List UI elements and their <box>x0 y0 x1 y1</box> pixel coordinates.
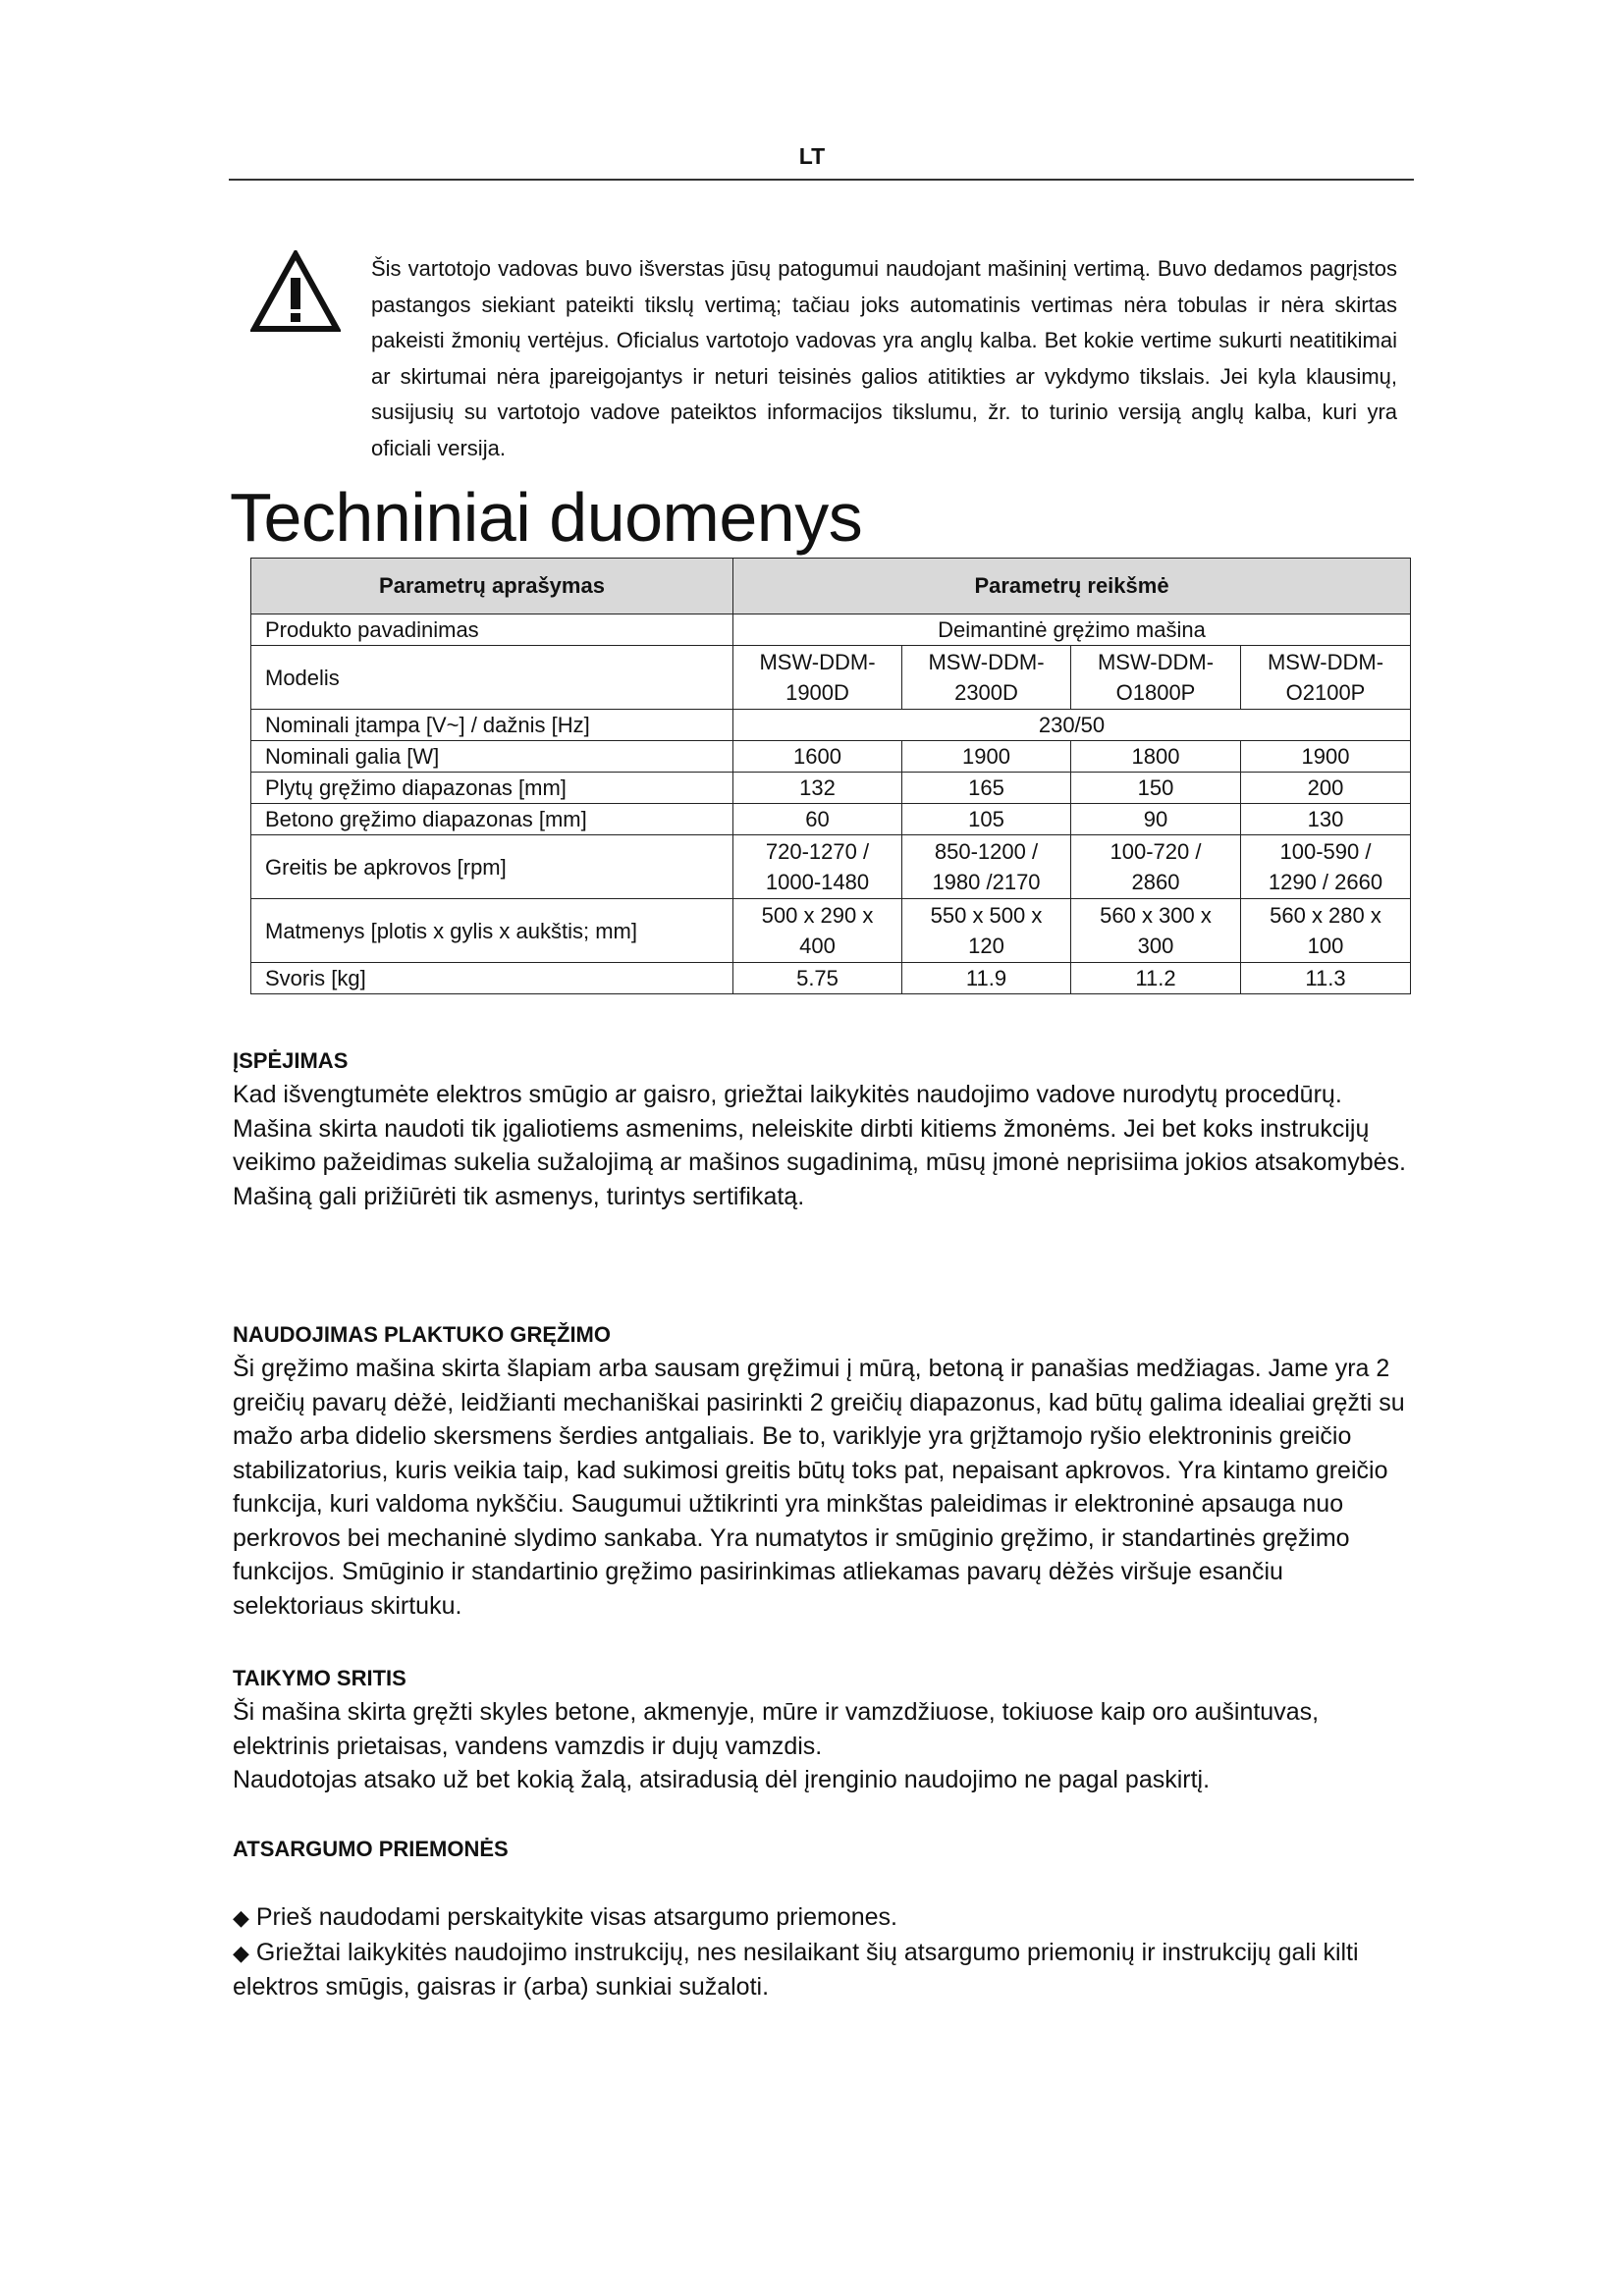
cell-line: 720-1270 / <box>765 839 870 864</box>
application-section <box>233 1662 1411 1797</box>
cell-line: 300 <box>1137 934 1174 958</box>
model-cell <box>1241 646 1411 710</box>
row-label: Greitis be apkrovos [rpm] <box>251 835 733 899</box>
speed-cell <box>733 835 902 899</box>
tile-range-cell: 200 <box>1241 773 1411 804</box>
speed-cell <box>902 835 1071 899</box>
usage-section <box>233 1318 1411 1623</box>
voltage-cell: 230/50 <box>733 710 1411 741</box>
list-item-text: Prieš naudodami perskaitykite visas atsargumo priemones. <box>255 1903 897 1931</box>
concrete-range-cell: 105 <box>902 804 1071 835</box>
concrete-range-cell: 90 <box>1071 804 1241 835</box>
power-cell: 1600 <box>733 741 902 773</box>
cell-line: 2860 <box>1131 870 1180 894</box>
paragraph: Naudotojas atsako už bet kokią žalą, atsiradusią dėl įrenginio naudojimo ne pagal paskirtį. <box>233 1766 1211 1793</box>
cell-line: 1980 /2170 <box>932 870 1041 894</box>
value-column-header: Parametrų reikšmė <box>733 559 1411 614</box>
dimensions-cell <box>1241 899 1411 963</box>
speed-cell <box>1071 835 1241 899</box>
paragraph: Ši mašina skirta gręžti skyles betone, akmenyje, mūre ir vamzdžiuose, tokiuose kaip oro aušintuvas, elektrinis prietaisas, vandens vamzdis ir dujų vamzdis. <box>233 1698 1320 1760</box>
cell-line: 850-1200 / <box>934 839 1039 864</box>
cell-line: MSW-DDM- <box>1097 650 1215 674</box>
dimensions-cell <box>733 899 902 963</box>
cell-line: 1000-1480 <box>765 870 870 894</box>
cell-line: MSW-DDM- <box>928 650 1045 674</box>
power-cell: 1900 <box>902 741 1071 773</box>
cell-line: 560 x 300 x <box>1100 903 1212 928</box>
safety-section <box>233 1833 1411 2004</box>
warning-section <box>233 1044 1411 1213</box>
warning-triangle-icon <box>250 250 341 333</box>
cell-line: 1290 / 2660 <box>1268 870 1383 894</box>
cell-line: O2100P <box>1285 680 1366 705</box>
cell-line: MSW-DDM- <box>759 650 876 674</box>
product-name-cell: Deimantinė grężimo mašina <box>733 614 1411 646</box>
tile-range-cell: 132 <box>733 773 902 804</box>
paragraph: Ši gręžimo mašina skirta šlapiam arba sausam gręžimui į mūrą, betoną ir panašias medžiagas. Jame yra 2 greičių pavarų dėžė, leidžianti mechaniškai pasirinkti 2 greičių diapazonus, kad būtų galima idealiai gręžti su mažo arba didelio skersmens šerdies antgaliais. Be to, variklyje yra grįžtamojo ryšio elektroninis greičio stabilizatorius, kuris veikia taip, kad sukimosi greitis būtų toks pat, nepaisant apkrovos. Yra kintamo greičio funkcija, kuri valdoma nykščiu. Saugumui užtikrinti yra minkštas paleidimas ir elektroninė apsauga nuo perkrovos bei mechaninė slydimo sankaba. Yra numatytos ir smūginio gręžimo, ir standartinės gręžimo funkcijos. Smūginio ir standartinio gręžimo pasirinkimas atliekamas pavarų dėžės viršuje esančiu selektoriaus skirtuku. <box>233 1355 1405 1620</box>
row-label: Modelis <box>251 646 733 710</box>
weight-cell: 11.2 <box>1071 963 1241 994</box>
table-row <box>251 804 1411 835</box>
table-row <box>251 741 1411 773</box>
concrete-range-cell: 60 <box>733 804 902 835</box>
dimensions-cell <box>1071 899 1241 963</box>
cell-line: 550 x 500 x <box>930 903 1043 928</box>
section-heading: NAUDOJIMAS PLAKTUKO GRĘŽIMO <box>233 1322 611 1347</box>
header-divider <box>229 179 1414 181</box>
list-item-text: Griežtai laikykitės naudojimo instrukcijų, nes nesilaikant šių atsargumo priemonių ir instrukcijų gali kilti elektros smūgis, gaisras ir (arba) sunkiai sužaloti. <box>233 1938 1359 2001</box>
tile-range-cell: 150 <box>1071 773 1241 804</box>
table-row <box>251 963 1411 994</box>
cell-line: 500 x 290 x <box>761 903 874 928</box>
power-cell: 1800 <box>1071 741 1241 773</box>
row-label: Produkto pavadinimas <box>251 614 733 646</box>
paragraph: Kad išvengtumėte elektros smūgio ar gaisro, griežtai laikykitės naudojimo vadove nurodytų procedūrų. <box>233 1081 1342 1108</box>
concrete-range-cell: 130 <box>1241 804 1411 835</box>
row-label: Plytų gręžimo diapazonas [mm] <box>251 773 733 804</box>
model-cell <box>1071 646 1241 710</box>
cell-line: 100 <box>1307 934 1344 958</box>
header-label: LT <box>798 143 826 169</box>
section-heading: TAIKYMO SRITIS <box>233 1666 406 1690</box>
machine-translation-disclaimer: Šis vartotojo vadovas buvo išverstas jūsų patogumui naudojant mašininį vertimą. Buvo dedamos pagrįstos pastangos siekiant pateikti tikslų vertimą; tačiau joks automatinis vertimas nėra tobulas ir nėra skirtas pakeisti žmonių vertėjus. Oficialus vartotojo vadovas yra anglų kalba. Bet kokie vertime sukurti neatitikimai ar skirtumai nėra įpareigojantys ir neturi teisinės galios atitikties ar vykdymo tikslais. Jei kyla klausimų, susijusių su vartotojo vadove pateiktos informacijos tikslumu, žr. to turinio versiją anglų kalba, kuri yra oficiali versija. <box>371 256 1397 460</box>
weight-cell: 5.75 <box>733 963 902 994</box>
bullet-diamond-icon: ◆ <box>233 1940 249 1965</box>
paragraph: Mašina skirta naudoti tik įgaliotiems asmenims, neleiskite dirbti kitiems žmonėms. Jei bet koks instrukcijų veikimo pažeidimas sukelia sužalojimą ar mašinos sugadinimą, mūsų įmonė neprisiima jokios atsakomybės. <box>233 1114 1406 1176</box>
model-cell <box>733 646 902 710</box>
cell-line: 2300D <box>954 680 1018 705</box>
cell-line: 100-590 / <box>1279 839 1372 864</box>
table-row <box>251 899 1411 963</box>
table-row <box>251 710 1411 741</box>
speed-cell <box>1241 835 1411 899</box>
row-label: Nominali įtampa [V~] / dažnis [Hz] <box>251 710 733 741</box>
list-item <box>233 1900 1411 1936</box>
row-label: Nominali galia [W] <box>251 741 733 773</box>
cell-line: 560 x 280 x <box>1270 903 1381 928</box>
table-row <box>251 646 1411 710</box>
model-cell <box>902 646 1071 710</box>
cell-line: 120 <box>968 934 1004 958</box>
paragraph: Mašiną gali prižiūrėti tik asmenys, turintys sertifikatą. <box>233 1182 805 1210</box>
weight-cell: 11.9 <box>902 963 1071 994</box>
section-heading: ĮSPĖJIMAS <box>233 1048 349 1073</box>
cell-line: 1900D <box>785 680 849 705</box>
dimensions-cell <box>902 899 1071 963</box>
table-row <box>251 773 1411 804</box>
list-item <box>233 1936 1411 2004</box>
page-title: Techniniai duomenys <box>230 479 863 556</box>
table-row <box>251 614 1411 646</box>
technical-data-table <box>250 558 1411 994</box>
weight-cell: 11.3 <box>1241 963 1411 994</box>
table-row <box>251 835 1411 899</box>
row-label: Betono gręžimo diapazonas [mm] <box>251 804 733 835</box>
power-cell: 1900 <box>1241 741 1411 773</box>
cell-line: MSW-DDM- <box>1267 650 1384 674</box>
param-column-header: Parametrų aprašymas <box>251 559 733 614</box>
row-label: Matmenys [plotis x gylis x aukštis; mm] <box>251 899 733 963</box>
cell-line: O1800P <box>1115 680 1196 705</box>
tile-range-cell: 165 <box>902 773 1071 804</box>
row-label: Svoris [kg] <box>251 963 733 994</box>
section-heading: ATSARGUMO PRIEMONĖS <box>233 1837 509 1861</box>
cell-line: 400 <box>799 934 836 958</box>
table-header-row <box>251 559 1411 614</box>
cell-line: 100-720 / <box>1110 839 1202 864</box>
bullet-diamond-icon: ◆ <box>233 1905 249 1930</box>
